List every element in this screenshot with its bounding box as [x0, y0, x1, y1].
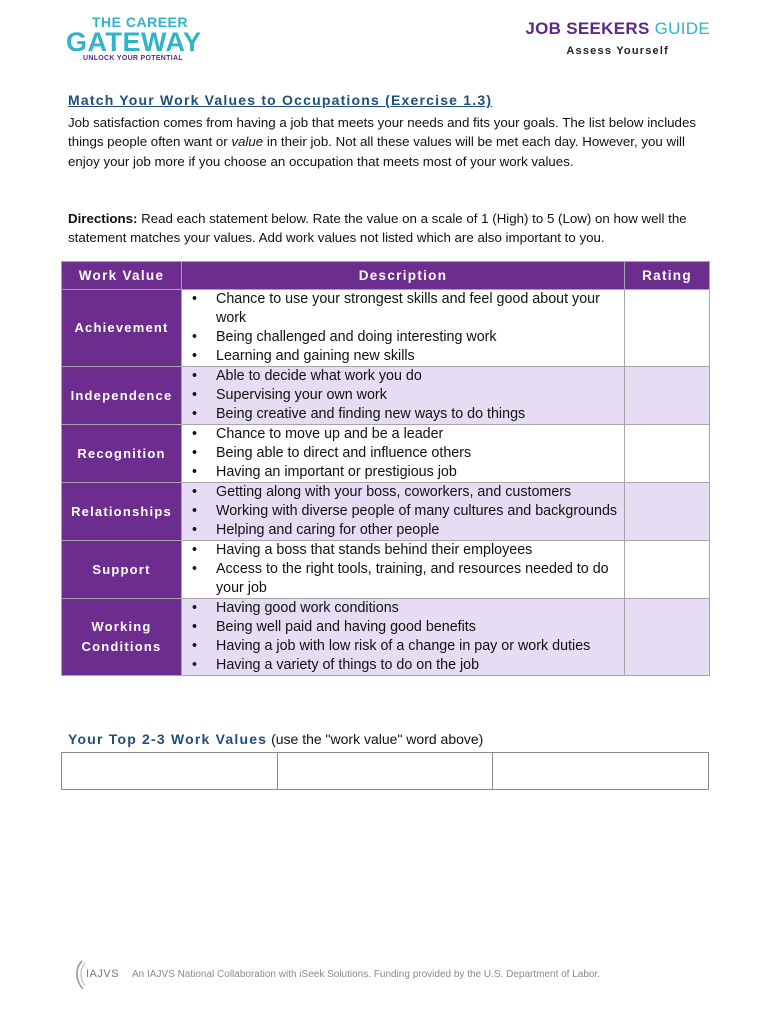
- exercise-title: Match Your Work Values to Occupations (Exercise 1.3): [68, 92, 493, 108]
- table-row-relationships: [62, 483, 710, 541]
- description-cell: [182, 483, 625, 541]
- rating-cell-relationships[interactable]: [625, 483, 710, 541]
- rating-cell-achievement[interactable]: [625, 290, 710, 367]
- rating-cell-support[interactable]: [625, 541, 710, 599]
- table-row-independence: [62, 367, 710, 425]
- header-rating: Rating: [625, 262, 710, 290]
- rating-cell-recognition[interactable]: [625, 425, 710, 483]
- footer-text: An IAJVS National Collaboration with iSeek Solutions. Funding provided by the U.S. Department of Labor.: [132, 969, 601, 980]
- description-cell: [182, 367, 625, 425]
- iajvs-logo: [72, 958, 120, 990]
- work-value-cell: Achievement: [62, 290, 182, 367]
- work-value-cell: Relationships: [62, 483, 182, 541]
- list-item: • Chance to use your strongest skills and feel good about your work: [216, 290, 624, 328]
- header-work-value: Work Value: [62, 262, 182, 290]
- rating-cell-independence[interactable]: [625, 367, 710, 425]
- list-item: • Having a boss that stands behind their employees: [216, 541, 624, 560]
- top-value-field-1[interactable]: [62, 753, 278, 789]
- list-item: • Chance to move up and be a leader: [216, 425, 624, 444]
- list-item: • Being challenged and doing interesting work: [216, 328, 624, 347]
- guide-title: [525, 19, 710, 39]
- list-item: • Being well paid and having good benefits: [216, 618, 624, 637]
- description-cell: [182, 425, 625, 483]
- list-item: • Supervising your own work: [216, 386, 624, 405]
- table-row-working-conditions: [62, 599, 710, 676]
- top-value-field-2[interactable]: [278, 753, 494, 789]
- work-value-cell: [62, 599, 182, 676]
- top-values-label-bold: Your Top 2-3 Work Values: [68, 731, 268, 747]
- list-item: • Being able to direct and influence others: [216, 444, 624, 463]
- table-row-support: [62, 541, 710, 599]
- description-cell: [182, 541, 625, 599]
- logo-line-2: GATEWAY: [66, 27, 202, 57]
- work-value-line-1: Working: [91, 619, 152, 634]
- intro-italic: value: [231, 134, 264, 150]
- directions-text: Read each statement below. Rate the value on a scale of 1 (High) to 5 (Low) on how well the statement matches your values. Add work values not listed which are also important to you.: [68, 211, 687, 246]
- list-item: • Helping and caring for other people: [216, 521, 624, 540]
- list-item: • Learning and gaining new skills: [216, 347, 624, 366]
- work-values-table: [61, 261, 710, 676]
- list-item: • Having a variety of things to do on the job: [216, 656, 624, 675]
- guide-subtitle: Assess Yourself: [566, 45, 669, 57]
- logo-line-1: THE CAREER: [92, 14, 189, 30]
- top-values-label: [68, 731, 483, 747]
- logo-tagline: UNLOCK YOUR POTENTIAL: [83, 55, 183, 62]
- guide-title-light: GUIDE: [654, 19, 710, 38]
- intro-paragraph: [68, 113, 708, 171]
- guide-title-bold: JOB SEEKERS: [525, 19, 650, 38]
- rating-cell-working-conditions[interactable]: [625, 599, 710, 676]
- work-value-line-2: Conditions: [81, 639, 162, 654]
- work-value-cell: Support: [62, 541, 182, 599]
- table-row-achievement: [62, 290, 710, 367]
- career-gateway-logo: [66, 14, 202, 64]
- work-value-cell: Independence: [62, 367, 182, 425]
- list-item: • Having a job with low risk of a change in pay or work duties: [216, 637, 624, 656]
- intro-text-2: in their job. Not all these values will be met each day. However, you will enjoy your job more if you choose an occupation that meets most of your work values.: [68, 134, 685, 169]
- description-cell: [182, 599, 625, 676]
- top-values-grid: [61, 752, 709, 790]
- header-description: Description: [182, 262, 625, 290]
- top-values-label-rest: (use the "work value" word above): [267, 731, 484, 747]
- footer-logo-text: IAJVS: [86, 968, 120, 980]
- description-cell: [182, 290, 625, 367]
- table-header-row: [62, 262, 710, 290]
- list-item: • Working with diverse people of many cultures and backgrounds: [216, 502, 624, 521]
- list-item: • Getting along with your boss, coworkers, and customers: [216, 483, 624, 502]
- list-item: • Having an important or prestigious job: [216, 463, 624, 482]
- list-item: • Access to the right tools, training, and resources needed to do your job: [216, 560, 624, 598]
- table-row-recognition: [62, 425, 710, 483]
- list-item: • Being creative and finding new ways to do things: [216, 405, 624, 424]
- work-value-cell: Recognition: [62, 425, 182, 483]
- intro-text-1: Job satisfaction comes from having a job that meets your needs and fits your goals. The list below includes things people often want or: [68, 115, 696, 150]
- list-item: • Able to decide what work you do: [216, 367, 624, 386]
- directions-label: Directions:: [68, 211, 138, 226]
- top-value-field-3[interactable]: [493, 753, 708, 789]
- list-item: • Having good work conditions: [216, 599, 624, 618]
- directions-paragraph: [68, 209, 708, 248]
